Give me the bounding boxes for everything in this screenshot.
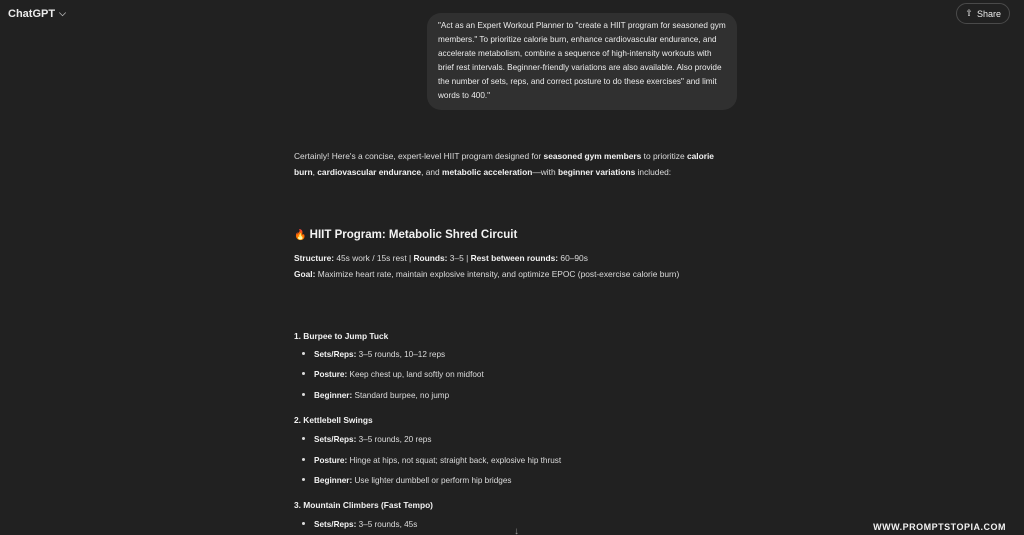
exercise-beginner: Beginner: Use lighter dumbbell or perform hip bridges (302, 473, 512, 489)
bullet-icon (302, 458, 305, 461)
exercise-sets: Sets/Reps: 3–5 rounds, 20 reps (302, 432, 431, 448)
exercise-beginner: Beginner: Standard burpee, no jump (302, 388, 449, 404)
user-message-bubble (427, 13, 737, 110)
share-label: Share (976, 8, 1001, 19)
share-button[interactable] (956, 3, 1010, 24)
user-message-text: "Act as an Expert Workout Planner to "create a HIIT program for seasoned gym members." To prioritize calorie burn, enhance cardiovascular endurance, and accelerate metabolism, combine a sequence of high-intensity workouts with brief rest intervals. Beginner-friendly variations are also available. Also provide the number of sets, reps, and correct posture to do these exercises" and limit words to 400." (438, 21, 726, 100)
exercise-posture: Posture: Keep chest up, land softly on midfoot (302, 367, 484, 383)
bullet-icon (302, 372, 305, 375)
model-selector[interactable] (8, 8, 66, 20)
exercise-sets: Sets/Reps: 3–5 rounds, 10–12 reps (302, 347, 445, 363)
bullet-icon (302, 393, 305, 396)
model-name: ChatGPT (8, 8, 56, 20)
exercise-posture: Posture: Hinge at hips, not squat; straight back, explosive hip thrust (302, 453, 561, 469)
exercise-title: 2. Kettlebell Swings (294, 415, 373, 425)
exercise-sets: Sets/Reps: 3–5 rounds, 45s (302, 517, 417, 533)
bullet-icon (302, 437, 305, 440)
watermark: WWW.PROMPTSTOPIA.COM (873, 522, 1006, 532)
fire-icon: 🔥 (294, 230, 307, 241)
exercise-title: 3. Mountain Climbers (Fast Tempo) (294, 500, 433, 510)
chevron-down-icon: ⌵ (59, 7, 66, 18)
program-structure: Structure: 45s work / 15s rest | Rounds: 3–5 | Rest between rounds: 60–90s (294, 253, 588, 263)
bullet-icon (302, 478, 305, 481)
bullet-icon (302, 522, 305, 525)
bullet-icon (302, 352, 305, 355)
arrow-down-icon[interactable]: ↓ (514, 526, 519, 535)
response-intro: Certainly! Here's a concise, expert-level HIIT program designed for seasoned gym members to prioritize calorie burn, cardiovascular endurance, and metabolic acceleration—with beginner variations included: (294, 151, 714, 177)
share-icon: ⇧ (965, 8, 973, 18)
program-goal: Goal: Maximize heart rate, maintain explosive intensity, and optimize EPOC (post-exercise calorie burn) (294, 269, 680, 279)
exercise-title: 1. Burpee to Jump Tuck (294, 331, 389, 341)
program-title: 🔥 HIIT Program: Metabolic Shred Circuit (294, 229, 518, 241)
